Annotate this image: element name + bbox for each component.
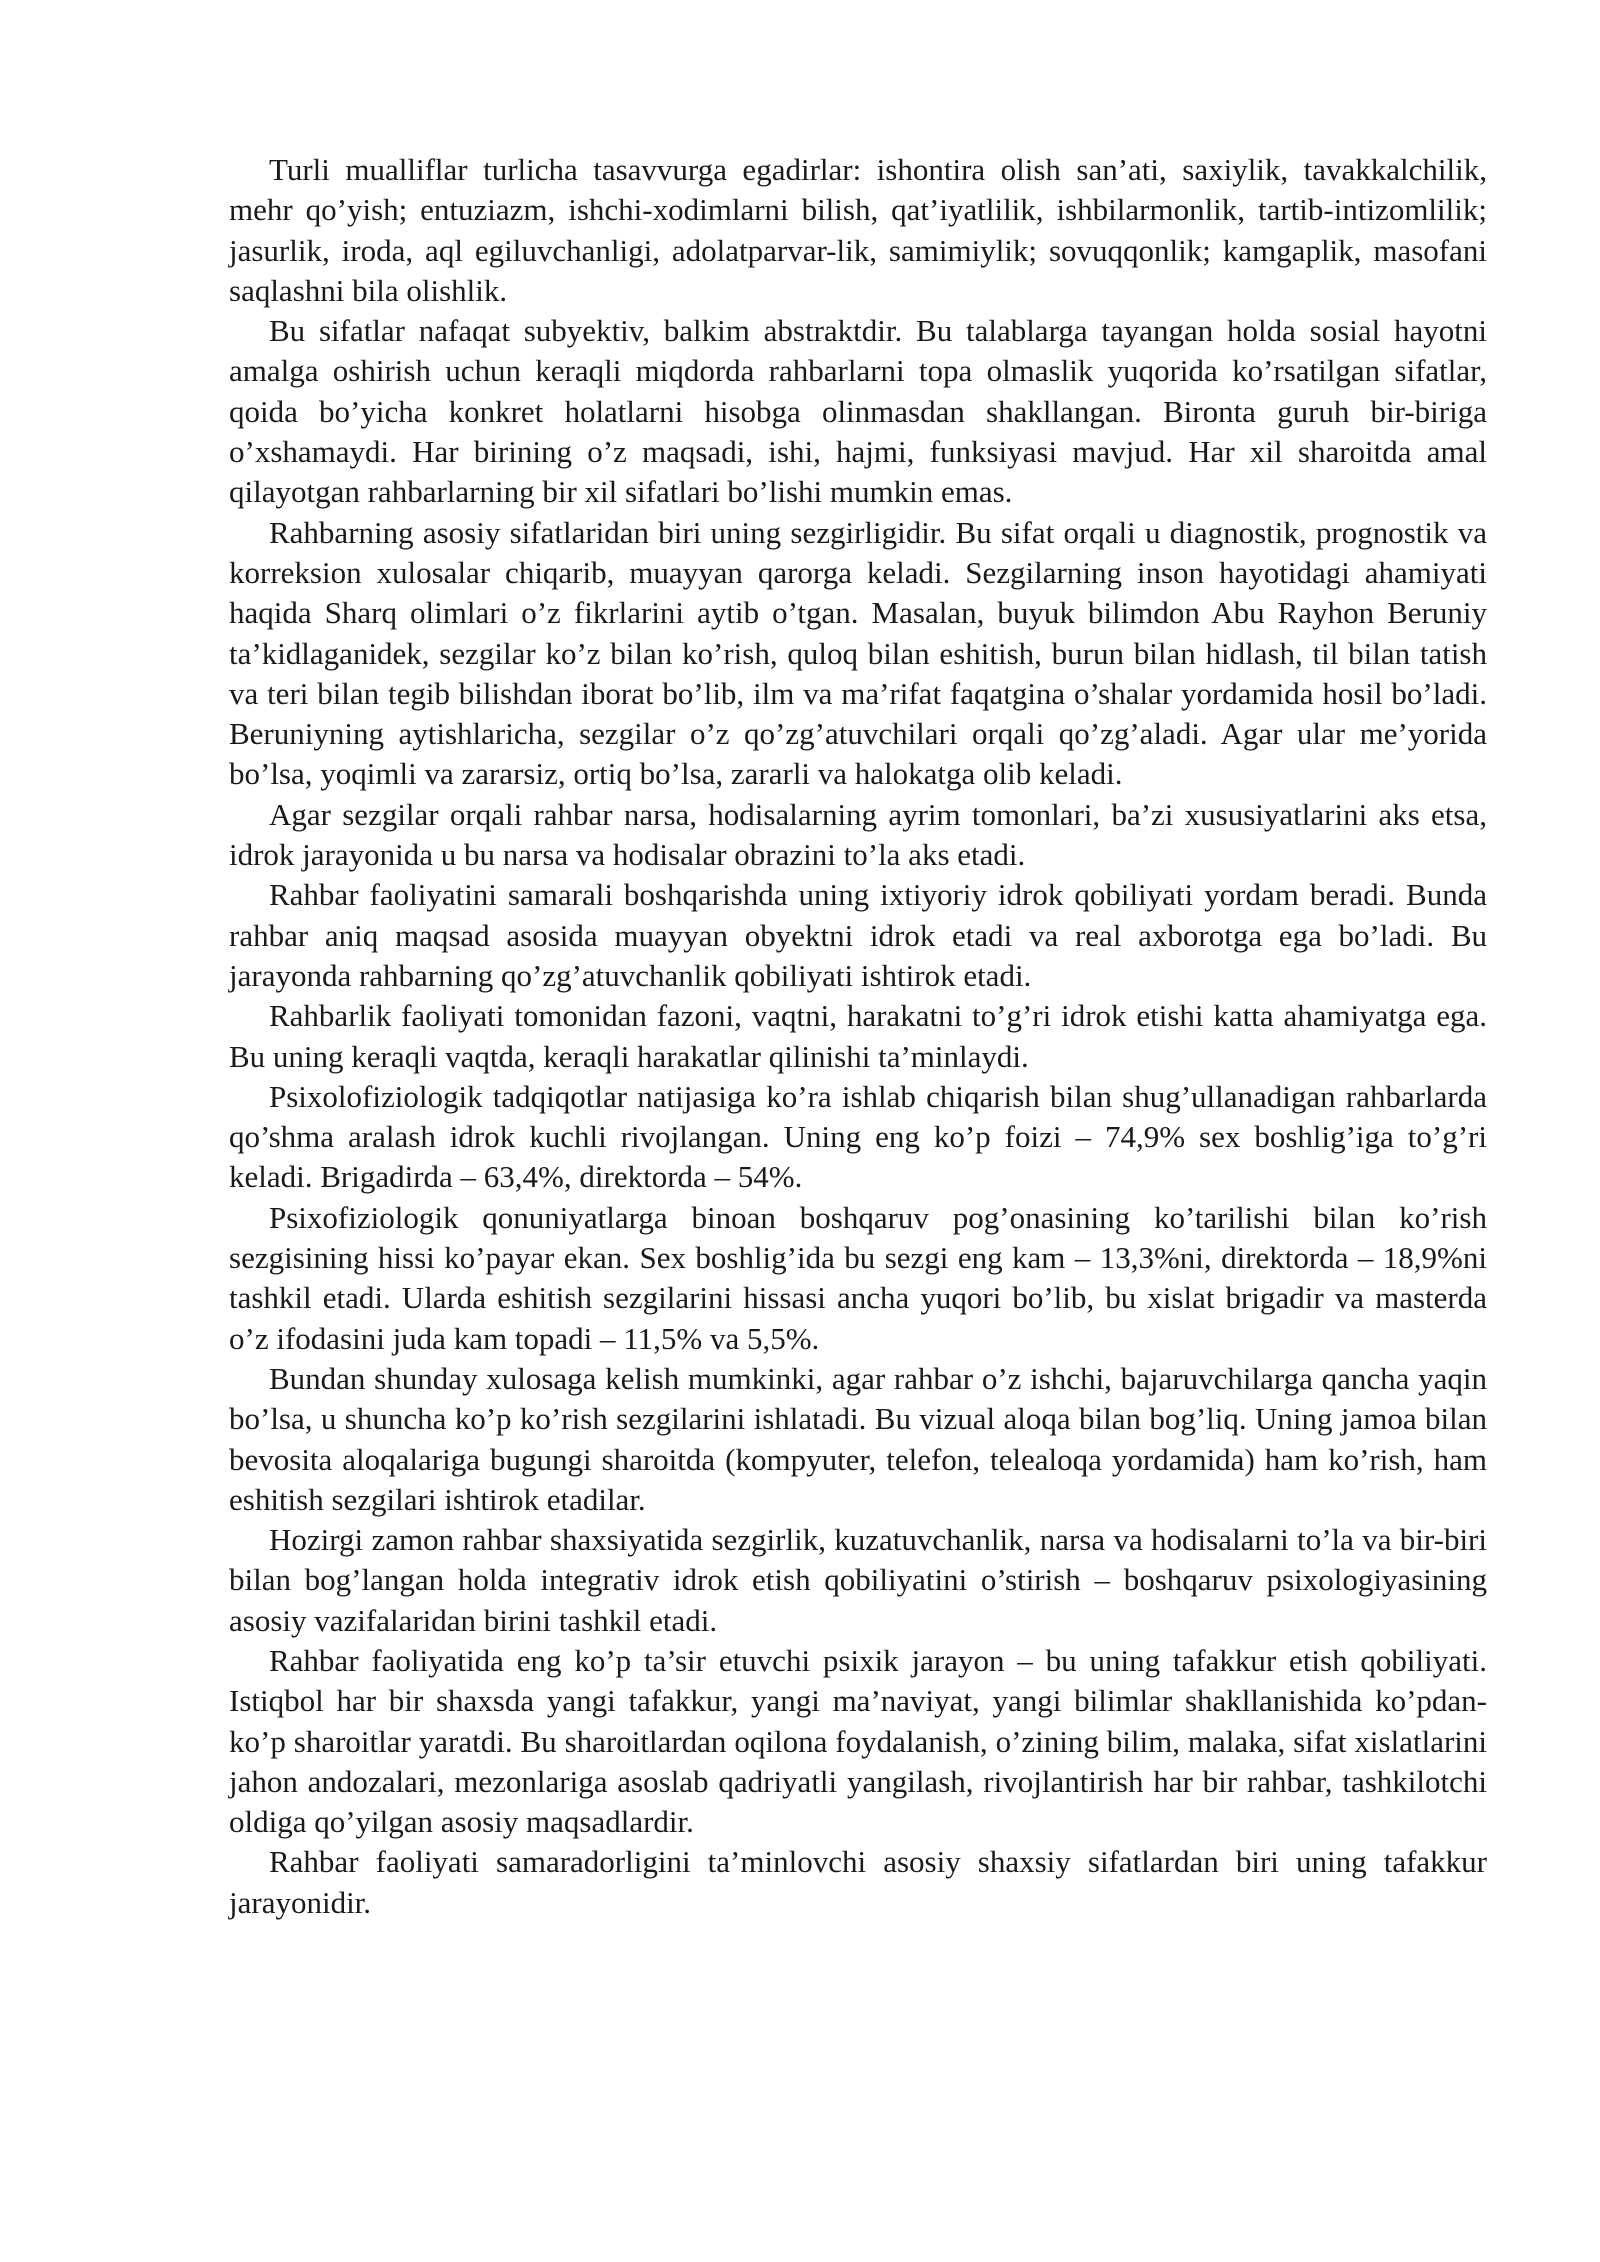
paragraph-7: Psixolofiziologik tadqiqotlar natijasiga ko’ra ishlab chiqarish bilan shug’ullanadigan rahbarlarda qo’shma aralash idrok kuchli rivojlangan. Uning eng ko’p foizi – 74,9% sex boshlig’iga to’g’ri keladi. Brigadirda – 63,4%, direktorda – 54%. — [229, 1078, 1487, 1195]
paragraph-10: Hozirgi zamon rahbar shaxsiyatida sezgirlik, kuzatuvchanlik, narsa va hodisalarni to’la va bir-biri bilan bog’langan holda integrativ idrok etish qobiliyatini o’stirish – boshqaruv psixologiyasining asosiy vazifalaridan birini tashkil etadi. — [229, 1522, 1487, 1638]
paragraph-9: Bundan shunday xulosaga kelish mumkinki, agar rahbar o’z ishchi, bajaruvchilarga qancha yaqin bo’lsa, u shuncha ko’p ko’rish sezgilarini ishlatadi. Bu vizual aloqa bilan bog’liq. Uning jamoa bilan bevosita aloqalariga bugungi sharoitda (kompyuter, telefon, telealoqa yordamida) ham ko’rish, ham eshitish sezgilari ishtirok etadilar. — [229, 1360, 1487, 1517]
document-page — [229, 150, 1487, 1923]
paragraph-3: Rahbarning asosiy sifatlaridan biri uning sezgirligidir. Bu sifat orqali u diagnostik, prognostik va korreksion xulosalar chiqarib, muayyan qarorga keladi. Sezgilarning inson hayotidagi ahamiyati haqida Sharq olimlari o’z fikrlarini aytib o’tgan. Masalan, buyuk bilimdon Abu Rayhon Beruniy ta’kidlaganidek, sezgilar ko’z bilan ko’rish, quloq bilan eshitish, burun bilan hidlash, til bilan tatish va teri bilan tegib bilishdan iborat bo’lib, ilm va ma’rifat faqatgina o’shalar yordamida hosil bo’ladi. Beruniyning aytishlaricha, sezgilar o’z qo’zg’atuvchilari orqali qo’zg’aladi. Agar ular me’yorida bo’lsa, yoqimli va zararsiz, ortiq bo’lsa, zararli va halokatga olib keladi. — [229, 514, 1487, 792]
paragraph-2: Bu sifatlar nafaqat subyektiv, balkim abstraktdir. Bu talablarga tayangan holda sosial hayotni amalga oshirish uchun keraqli miqdorda rahbarlarni topa olmaslik yuqorida ko’rsatilgan sifatlar, qoida bo’yicha konkret holatlarni hisobga olinmasdan shakllangan. Bironta guruh bir-biriga o’xshamaydi. Har birining o’z maqsadi, ishi, hajmi, funksiyasi mavjud. Har xil sharoitda amal qilayotgan rahbarlarning bir xil sifatlari bo’lishi mumkin emas. — [229, 313, 1487, 510]
paragraph-11: Rahbar faoliyatida eng ko’p ta’sir etuvchi psixik jarayon – bu uning tafakkur etish qobiliyati. Istiqbol har bir shaxsda yangi tafakkur, yangi ma’naviyat, yangi bilimlar shakllanishida ko’pdan-ko’p sharoitlar yaratdi. Bu sharoitlardan oqilona foydalanish, o’zining bilim, malaka, sifat xislatlarini jahon andozalari, mezonlariga asoslab qadriyatli yangilash, rivojlantirish har bir rahbar, tashkilotchi oldiga qo’yilgan asosiy maqsadlardir. — [229, 1642, 1487, 1840]
paragraph-4: Agar sezgilar orqali rahbar narsa, hodisalarning ayrim tomonlari, ba’zi xususiyatlarini aks etsa, idrok jarayonida u bu narsa va hodisalar obrazini to’la aks etadi. — [229, 796, 1487, 873]
paragraph-6: Rahbarlik faoliyati tomonidan fazoni, vaqtni, harakatni to’g’ri idrok etishi katta ahamiyatga ega. Bu uning keraqli vaqtda, keraqli harakatlar qilinishi ta’minlaydi. — [229, 998, 1487, 1074]
paragraph-5: Rahbar faoliyatini samarali boshqarishda uning ixtiyoriy idrok qobiliyati yordam beradi. Bunda rahbar aniq maqsad asosida muayyan obyektni idrok etadi va real axborotga ega bo’ladi. Bu jarayonda rahbarning qo’zg’atuvchanlik qobiliyati ishtirok etadi. — [229, 877, 1487, 993]
paragraph-8: Psixofiziologik qonuniyatlarga binoan boshqaruv pog’onasining ko’tarilishi bilan ko’rish sezgisining hissi ko’payar ekan. Sex boshlig’ida bu sezgi eng kam – 13,3%ni, direktorda – 18,9%ni tashkil etadi. Ularda eshitish sezgilarini hissasi ancha yuqori bo’lib, bu xislat brigadir va masterda o’z ifodasini juda kam topadi – 11,5% va 5,5%. — [229, 1199, 1487, 1356]
paragraph-1: Turli mualliflar turlicha tasavvurga egadirlar: ishontira olish san’ati, saxiylik, tavakkalchilik, mehr qo’yish; entuziazm, ishchi-xodimlarni bilish, qat’iyatlilik, ishbilarmonlik, tartib-intizomlilik; jasurlik, iroda, aql egiluvchanligi, adolatparvar-lik, samimiylik; sovuqqonlik; kamgaplik, masofani saqlashni bila olishlik. — [229, 152, 1487, 308]
paragraph-12: Rahbar faoliyati samaradorligini ta’minlovchi asosiy shaxsiy sifatlardan biri uning tafakkur jarayonidir. — [229, 1844, 1487, 1920]
